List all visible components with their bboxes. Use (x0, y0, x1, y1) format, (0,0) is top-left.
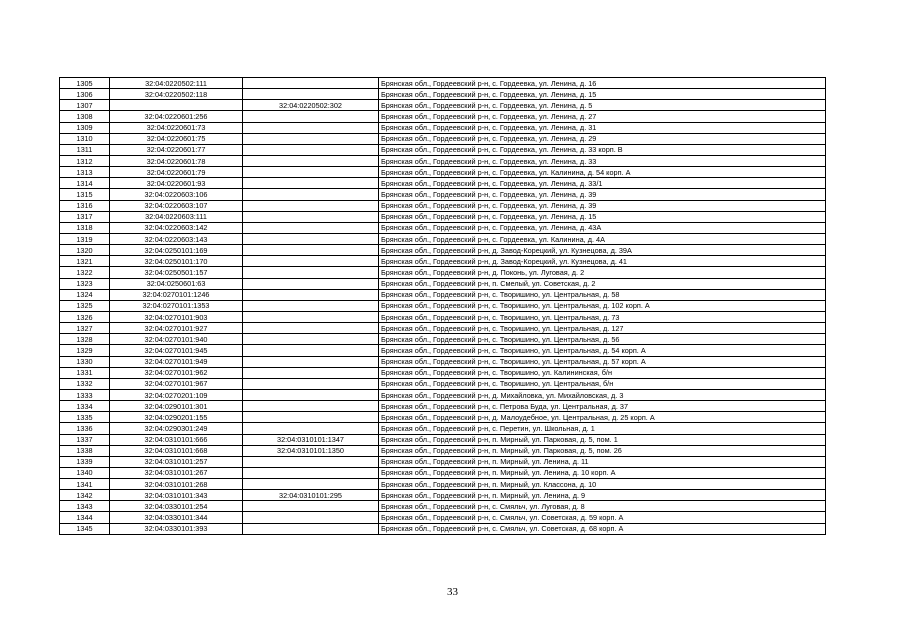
cadastral-number-cell: 32:04:0220601:79 (110, 167, 243, 178)
page-number: 33 (447, 586, 458, 598)
address-cell: Брянская обл., Гордеевский р-н, с. Гордеевка, ул. Ленина, д. 33 (379, 155, 826, 166)
address-cell: Брянская обл., Гордеевский р-н, п. Мирный, ул. Ленина, д. 11 (379, 456, 826, 467)
address-cell: Брянская обл., Гордеевский р-н, с. Творишино, ул. Центральная, б/н (379, 378, 826, 389)
row-number-cell: 1341 (60, 479, 110, 490)
table-row (60, 133, 826, 144)
secondary-cadastral-number-cell (243, 133, 379, 144)
row-number-cell: 1312 (60, 155, 110, 166)
secondary-cadastral-number-cell (243, 245, 379, 256)
table-row (60, 356, 826, 367)
secondary-cadastral-number-cell (243, 334, 379, 345)
address-cell: Брянская обл., Гордеевский р-н, с. Творишино, ул. Центральная, д. 54 корп. А (379, 345, 826, 356)
cadastral-number-cell: 32:04:0310101:343 (110, 490, 243, 501)
row-number-cell: 1314 (60, 178, 110, 189)
cadastral-number-cell: 32:04:0270101:1246 (110, 289, 243, 300)
address-cell: Брянская обл., Гордеевский р-н, с. Гордеевка, ул. Ленина, д. 27 (379, 111, 826, 122)
address-cell: Брянская обл., Гордеевский р-н, п. Мирный, ул. Ленина, д. 10 корп. А (379, 467, 826, 478)
row-number-cell: 1320 (60, 245, 110, 256)
cadastral-number-cell: 32:04:0220601:256 (110, 111, 243, 122)
row-number-cell: 1335 (60, 412, 110, 423)
row-number-cell: 1327 (60, 323, 110, 334)
row-number-cell: 1318 (60, 222, 110, 233)
cadastral-number-cell: 32:04:0250101:169 (110, 245, 243, 256)
secondary-cadastral-number-cell (243, 356, 379, 367)
address-cell: Брянская обл., Гордеевский р-н, с. Творишино, ул. Центральная, д. 56 (379, 334, 826, 345)
cadastral-number-cell: 32:04:0270101:949 (110, 356, 243, 367)
address-cell: Брянская обл., Гордеевский р-н, с. Гордеевка, ул. Ленина, д. 5 (379, 100, 826, 111)
row-number-cell: 1323 (60, 278, 110, 289)
cadastral-number-cell (110, 100, 243, 111)
table-row (60, 445, 826, 456)
row-number-cell: 1343 (60, 501, 110, 512)
cadastral-number-cell: 32:04:0270101:927 (110, 323, 243, 334)
row-number-cell: 1331 (60, 367, 110, 378)
table-row (60, 211, 826, 222)
address-cell: Брянская обл., Гордеевский р-н, с. Гордеевка, ул. Ленина, д. 33 корп. В (379, 144, 826, 155)
cadastral-number-cell: 32:04:0220601:78 (110, 155, 243, 166)
address-cell: Брянская обл., Гордеевский р-н, с. Смяльч, ул. Луговая, д. 8 (379, 501, 826, 512)
cadastral-number-cell: 32:04:0250501:157 (110, 267, 243, 278)
secondary-cadastral-number-cell (243, 467, 379, 478)
cadastral-number-cell: 32:04:0310101:268 (110, 479, 243, 490)
row-number-cell: 1313 (60, 167, 110, 178)
secondary-cadastral-number-cell (243, 200, 379, 211)
secondary-cadastral-number-cell (243, 122, 379, 133)
table-row (60, 456, 826, 467)
secondary-cadastral-number-cell (243, 78, 379, 89)
row-number-cell: 1309 (60, 122, 110, 133)
cadastral-number-cell: 32:04:0220603:142 (110, 222, 243, 233)
cadastral-number-cell: 32:04:0220601:77 (110, 144, 243, 155)
secondary-cadastral-number-cell (243, 423, 379, 434)
table-row (60, 167, 826, 178)
table-row (60, 111, 826, 122)
cadastral-number-cell: 32:04:0270101:967 (110, 378, 243, 389)
secondary-cadastral-number-cell (243, 256, 379, 267)
secondary-cadastral-number-cell (243, 144, 379, 155)
address-cell: Брянская обл., Гордеевский р-н, д. Малоудебное, ул. Центральная, д. 25 корп. А (379, 412, 826, 423)
address-cell: Брянская обл., Гордеевский р-н, с. Гордеевка, ул. Ленина, д. 39 (379, 189, 826, 200)
secondary-cadastral-number-cell (243, 222, 379, 233)
address-cell: Брянская обл., Гордеевский р-н, с. Гордеевка, ул. Ленина, д. 43А (379, 222, 826, 233)
table-row (60, 334, 826, 345)
secondary-cadastral-number-cell (243, 233, 379, 244)
table-row (60, 122, 826, 133)
row-number-cell: 1336 (60, 423, 110, 434)
row-number-cell: 1311 (60, 144, 110, 155)
table-row (60, 178, 826, 189)
table-row (60, 300, 826, 311)
table-row (60, 501, 826, 512)
secondary-cadastral-number-cell (243, 155, 379, 166)
cadastral-number-cell: 32:04:0220603:106 (110, 189, 243, 200)
cadastral-number-cell: 32:04:0270101:962 (110, 367, 243, 378)
secondary-cadastral-number-cell (243, 311, 379, 322)
registry-table-body (60, 78, 826, 535)
secondary-cadastral-number-cell (243, 167, 379, 178)
secondary-cadastral-number-cell (243, 345, 379, 356)
cadastral-number-cell: 32:04:0220603:107 (110, 200, 243, 211)
row-number-cell: 1330 (60, 356, 110, 367)
address-cell: Брянская обл., Гордеевский р-н, с. Перетин, ул. Школьная, д. 1 (379, 423, 826, 434)
secondary-cadastral-number-cell (243, 378, 379, 389)
table-row (60, 189, 826, 200)
cadastral-number-cell: 32:04:0290301:249 (110, 423, 243, 434)
cadastral-number-cell: 32:04:0270101:945 (110, 345, 243, 356)
table-row (60, 155, 826, 166)
table-row (60, 412, 826, 423)
cadastral-number-cell: 32:04:0270101:940 (110, 334, 243, 345)
cadastral-number-cell: 32:04:0270101:903 (110, 311, 243, 322)
address-cell: Брянская обл., Гордеевский р-н, с. Творишино, ул. Калининская, б/н (379, 367, 826, 378)
table-row (60, 100, 826, 111)
table-row (60, 389, 826, 400)
secondary-cadastral-number-cell (243, 401, 379, 412)
table-row (60, 323, 826, 334)
row-number-cell: 1328 (60, 334, 110, 345)
row-number-cell: 1338 (60, 445, 110, 456)
row-number-cell: 1305 (60, 78, 110, 89)
secondary-cadastral-number-cell (243, 456, 379, 467)
row-number-cell: 1322 (60, 267, 110, 278)
address-cell: Брянская обл., Гордеевский р-н, с. Петрова Буда, ул. Центральная, д. 37 (379, 401, 826, 412)
table-row (60, 434, 826, 445)
address-cell: Брянская обл., Гордеевский р-н, с. Творишино, ул. Центральная, д. 58 (379, 289, 826, 300)
secondary-cadastral-number-cell (243, 512, 379, 523)
secondary-cadastral-number-cell (243, 89, 379, 100)
cadastral-number-cell: 32:04:0250101:170 (110, 256, 243, 267)
row-number-cell: 1329 (60, 345, 110, 356)
row-number-cell: 1344 (60, 512, 110, 523)
address-cell: Брянская обл., Гордеевский р-н, п. Мирный, ул. Парковая, д. 5, пом. 26 (379, 445, 826, 456)
secondary-cadastral-number-cell (243, 289, 379, 300)
row-number-cell: 1325 (60, 300, 110, 311)
table-row (60, 378, 826, 389)
row-number-cell: 1345 (60, 523, 110, 534)
address-cell: Брянская обл., Гордеевский р-н, с. Гордеевка, ул. Калинина, д. 54 корп. А (379, 167, 826, 178)
cadastral-number-cell: 32:04:0220601:75 (110, 133, 243, 144)
table-row (60, 289, 826, 300)
secondary-cadastral-number-cell (243, 278, 379, 289)
table-row (60, 233, 826, 244)
row-number-cell: 1308 (60, 111, 110, 122)
table-row (60, 523, 826, 534)
cadastral-number-cell: 32:04:0220601:93 (110, 178, 243, 189)
row-number-cell: 1321 (60, 256, 110, 267)
cadastral-number-cell: 32:04:0220502:111 (110, 78, 243, 89)
address-cell: Брянская обл., Гордеевский р-н, п. Смелый, ул. Советская, д. 2 (379, 278, 826, 289)
secondary-cadastral-number-cell (243, 323, 379, 334)
row-number-cell: 1333 (60, 389, 110, 400)
cadastral-number-cell: 32:04:0220603:143 (110, 233, 243, 244)
cadastral-number-cell: 32:04:0220502:118 (110, 89, 243, 100)
cadastral-number-cell: 32:04:0310101:668 (110, 445, 243, 456)
address-cell: Брянская обл., Гордеевский р-н, с. Гордеевка, ул. Ленина, д. 29 (379, 133, 826, 144)
secondary-cadastral-number-cell (243, 267, 379, 278)
secondary-cadastral-number-cell (243, 479, 379, 490)
secondary-cadastral-number-cell (243, 389, 379, 400)
row-number-cell: 1316 (60, 200, 110, 211)
row-number-cell: 1310 (60, 133, 110, 144)
address-cell: Брянская обл., Гордеевский р-н, д. Завод-Корецкий, ул. Кузнецова, д. 39А (379, 245, 826, 256)
table-row (60, 467, 826, 478)
cadastral-number-cell: 32:04:0330101:254 (110, 501, 243, 512)
address-cell: Брянская обл., Гордеевский р-н, с. Творишино, ул. Центральная, д. 57 корп. А (379, 356, 826, 367)
address-cell: Брянская обл., Гордеевский р-н, с. Гордеевка, ул. Калинина, д. 4А (379, 233, 826, 244)
table-row (60, 256, 826, 267)
secondary-cadastral-number-cell: 32:04:0310101:1347 (243, 434, 379, 445)
table-row (60, 401, 826, 412)
address-cell: Брянская обл., Гордеевский р-н, с. Творишино, ул. Центральная, д. 102 корп. А (379, 300, 826, 311)
address-cell: Брянская обл., Гордеевский р-н, д. Поконь, ул. Луговая, д. 2 (379, 267, 826, 278)
table-row (60, 144, 826, 155)
row-number-cell: 1339 (60, 456, 110, 467)
cadastral-number-cell: 32:04:0330101:393 (110, 523, 243, 534)
row-number-cell: 1306 (60, 89, 110, 100)
secondary-cadastral-number-cell (243, 211, 379, 222)
table-row (60, 78, 826, 89)
row-number-cell: 1332 (60, 378, 110, 389)
secondary-cadastral-number-cell: 32:04:0220502:302 (243, 100, 379, 111)
row-number-cell: 1315 (60, 189, 110, 200)
secondary-cadastral-number-cell (243, 111, 379, 122)
address-cell: Брянская обл., Гордеевский р-н, с. Гордеевка, ул. Ленина, д. 16 (379, 78, 826, 89)
table-row (60, 267, 826, 278)
secondary-cadastral-number-cell (243, 300, 379, 311)
secondary-cadastral-number-cell (243, 189, 379, 200)
address-cell: Брянская обл., Гордеевский р-н, с. Творишино, ул. Центральная, д. 73 (379, 311, 826, 322)
address-cell: Брянская обл., Гордеевский р-н, п. Мирный, ул. Парковая, д. 5, пом. 1 (379, 434, 826, 445)
secondary-cadastral-number-cell (243, 523, 379, 534)
cadastral-number-cell: 32:04:0290101:301 (110, 401, 243, 412)
cadastral-number-cell: 32:04:0310101:267 (110, 467, 243, 478)
table-row (60, 367, 826, 378)
address-cell: Брянская обл., Гордеевский р-н, с. Гордеевка, ул. Ленина, д. 33/1 (379, 178, 826, 189)
row-number-cell: 1317 (60, 211, 110, 222)
table-row (60, 345, 826, 356)
cadastral-number-cell: 32:04:0270201:109 (110, 389, 243, 400)
secondary-cadastral-number-cell (243, 412, 379, 423)
address-cell: Брянская обл., Гордеевский р-н, с. Смяльч, ул. Советская, д. 68 корп. А (379, 523, 826, 534)
row-number-cell: 1324 (60, 289, 110, 300)
secondary-cadastral-number-cell: 32:04:0310101:295 (243, 490, 379, 501)
cadastral-number-cell: 32:04:0270101:1353 (110, 300, 243, 311)
row-number-cell: 1319 (60, 233, 110, 244)
secondary-cadastral-number-cell (243, 178, 379, 189)
address-cell: Брянская обл., Гордеевский р-н, с. Гордеевка, ул. Ленина, д. 15 (379, 89, 826, 100)
table-row (60, 278, 826, 289)
address-cell: Брянская обл., Гордеевский р-н, с. Гордеевка, ул. Ленина, д. 31 (379, 122, 826, 133)
cadastral-number-cell: 32:04:0330101:344 (110, 512, 243, 523)
row-number-cell: 1307 (60, 100, 110, 111)
row-number-cell: 1334 (60, 401, 110, 412)
secondary-cadastral-number-cell: 32:04:0310101:1350 (243, 445, 379, 456)
table-row (60, 222, 826, 233)
cadastral-number-cell: 32:04:0250601:63 (110, 278, 243, 289)
table-row (60, 245, 826, 256)
cadastral-number-cell: 32:04:0310101:666 (110, 434, 243, 445)
address-cell: Брянская обл., Гордеевский р-н, д. Михайловка, ул. Михайловская, д. 3 (379, 389, 826, 400)
address-cell: Брянская обл., Гордеевский р-н, с. Гордеевка, ул. Ленина, д. 39 (379, 200, 826, 211)
row-number-cell: 1340 (60, 467, 110, 478)
row-number-cell: 1337 (60, 434, 110, 445)
address-cell: Брянская обл., Гордеевский р-н, д. Завод-Корецкий, ул. Кузнецова, д. 41 (379, 256, 826, 267)
cadastral-number-cell: 32:04:0220603:111 (110, 211, 243, 222)
address-cell: Брянская обл., Гордеевский р-н, с. Смяльч, ул. Советская, д. 59 корп. А (379, 512, 826, 523)
cadastral-number-cell: 32:04:0310101:257 (110, 456, 243, 467)
row-number-cell: 1342 (60, 490, 110, 501)
registry-table (59, 77, 826, 535)
secondary-cadastral-number-cell (243, 501, 379, 512)
address-cell: Брянская обл., Гордеевский р-н, п. Мирный, ул. Классона, д. 10 (379, 479, 826, 490)
cadastral-number-cell: 32:04:0290201:155 (110, 412, 243, 423)
address-cell: Брянская обл., Гордеевский р-н, п. Мирный, ул. Ленина, д. 9 (379, 490, 826, 501)
cadastral-number-cell: 32:04:0220601:73 (110, 122, 243, 133)
table-row (60, 311, 826, 322)
table-row (60, 512, 826, 523)
table-row (60, 200, 826, 211)
address-cell: Брянская обл., Гордеевский р-н, с. Гордеевка, ул. Ленина, д. 15 (379, 211, 826, 222)
table-row (60, 423, 826, 434)
row-number-cell: 1326 (60, 311, 110, 322)
address-cell: Брянская обл., Гордеевский р-н, с. Творишино, ул. Центральная, д. 127 (379, 323, 826, 334)
secondary-cadastral-number-cell (243, 367, 379, 378)
table-row (60, 479, 826, 490)
table-row (60, 490, 826, 501)
table-row (60, 89, 826, 100)
